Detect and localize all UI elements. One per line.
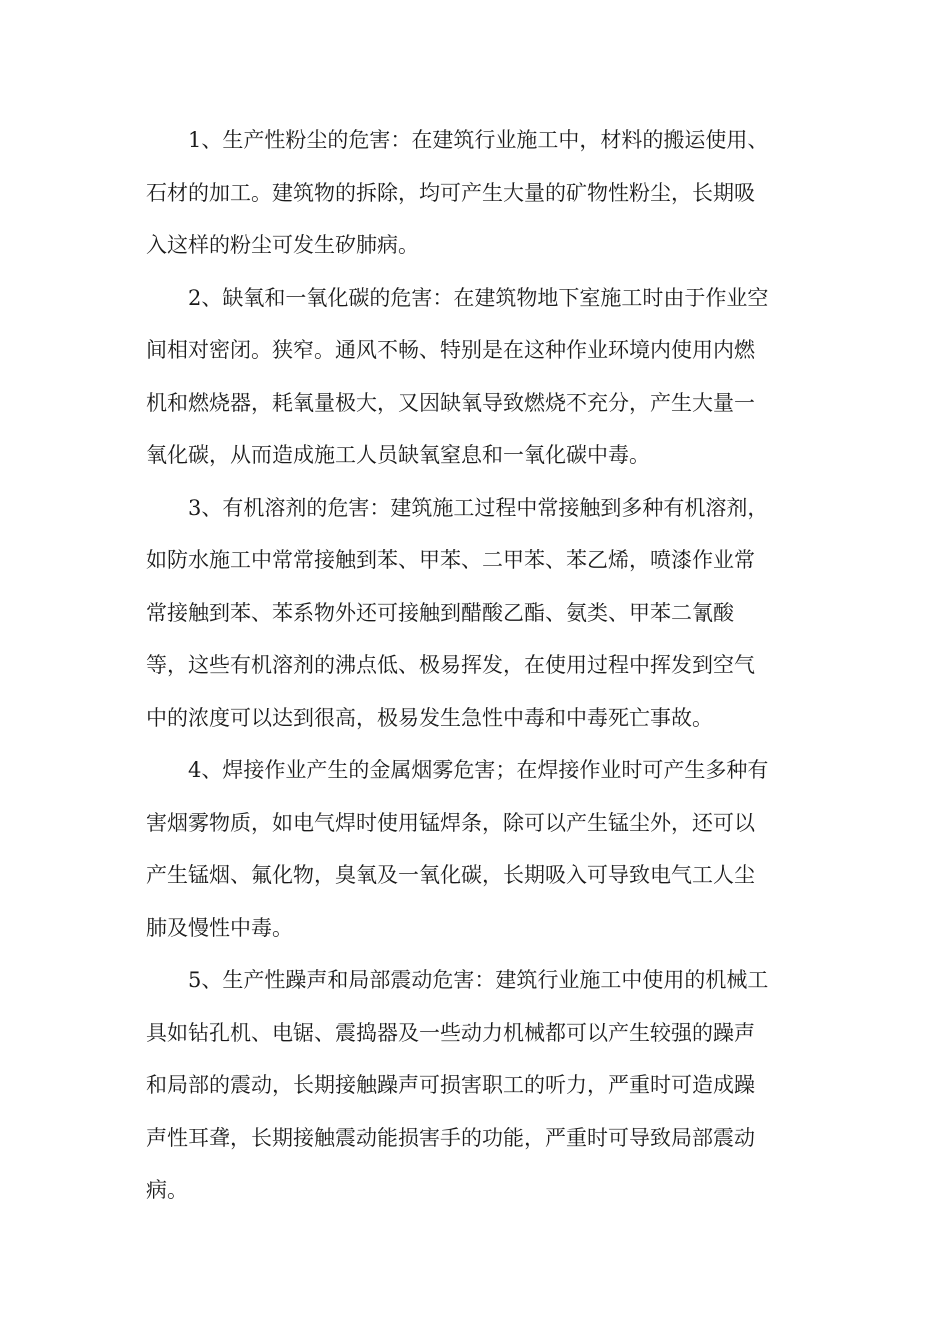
paragraph-line: 中的浓度可以达到很高，极易发生急性中毒和中毒死亡事故。	[146, 705, 713, 730]
paragraph-line: 间相对密闭。狭窄。通风不畅、特别是在这种作业环境内使用内燃	[146, 338, 755, 362]
paragraph-line: 1、生产性粉尘的危害：在建筑行业施工中，材料的搬运使用、	[188, 128, 769, 152]
paragraph-line: 具如钻孔机、电锯、震捣器及一些动力机械都可以产生较强的躁声	[146, 1020, 755, 1045]
paragraph-line: 声性耳聋，长期接触震动能损害手的功能，严重时可导致局部震动	[146, 1125, 755, 1150]
paragraph-5	[146, 954, 806, 1217]
paragraph-line: 4、焊接作业产生的金属烟雾危害；在焊接作业时可产生多种有	[188, 758, 769, 782]
paragraph-line: 2、缺氧和一氧化碳的危害：在建筑物地下室施工时由于作业空	[188, 285, 769, 310]
paragraph-line: 机和燃烧器，耗氧量极大，又因缺氧导致燃烧不充分，产生大量一	[146, 390, 755, 415]
paragraph-1	[146, 114, 806, 272]
paragraph-line: 害烟雾物质，如电气焊时使用锰焊条，除可以产生锰尘外，还可以	[146, 810, 755, 835]
paragraph-2	[146, 272, 806, 482]
paragraph-line: 和局部的震动，长期接触躁声可损害职工的听力，严重时可造成躁	[146, 1073, 755, 1097]
paragraph-3	[146, 482, 806, 745]
paragraph-line: 常接触到苯、苯系物外还可接触到醋酸乙酯、氨类、甲苯二氰酸	[146, 600, 734, 625]
paragraph-line: 病。	[146, 1178, 188, 1202]
paragraph-line: 如防水施工中常常接触到苯、甲苯、二甲苯、苯乙烯，喷漆作业常	[146, 548, 755, 572]
paragraph-line: 氧化碳，从而造成施工人员缺氧窒息和一氧化碳中毒。	[146, 443, 650, 467]
paragraph-line: 入这样的粉尘可发生矽肺病。	[146, 233, 419, 257]
paragraph-line: 石材的加工。建筑物的拆除，均可产生大量的矿物性粉尘，长期吸	[146, 180, 755, 205]
paragraph-4	[146, 744, 806, 954]
document-body	[146, 114, 806, 1217]
paragraph-line: 等，这些有机溶剂的沸点低、极易挥发，在使用过程中挥发到空气	[146, 653, 755, 677]
paragraph-line: 3、有机溶剂的危害：建筑施工过程中常接触到多种有机溶剂，	[188, 495, 769, 520]
paragraph-line: 产生锰烟、氟化物，臭氧及一氧化碳，长期吸入可导致电气工人尘	[146, 863, 755, 887]
paragraph-line: 5、生产性躁声和局部震动危害：建筑行业施工中使用的机械工	[188, 968, 769, 992]
paragraph-line: 肺及慢性中毒。	[146, 915, 293, 940]
